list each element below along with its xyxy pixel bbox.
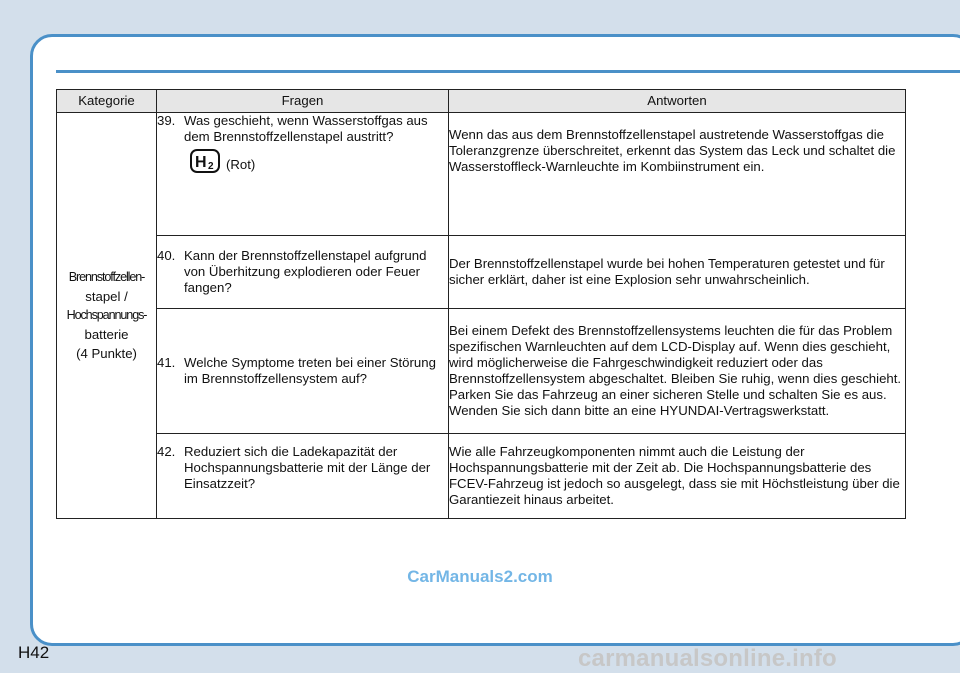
- answer-cell: Der Brennstoffzellenstapel wurde bei hohen Temperaturen getestet und für sicher erklärt, daher ist eine Explosion sehr unwahrscheinlich.: [449, 236, 906, 309]
- table-header-row: [57, 90, 906, 113]
- site-watermark: carmanualsonline.info: [578, 645, 837, 672]
- question-text: Kann der Brennstoffzellenstapel aufgrund von Überhitzung explodieren oder Feuer fangen?: [184, 248, 427, 295]
- header-questions: Fragen: [157, 90, 449, 113]
- table-row: [57, 236, 906, 309]
- table-row: [57, 113, 906, 236]
- carmanuals-watermark: CarManuals2.com: [407, 567, 553, 586]
- question-number: 39.: [157, 113, 176, 128]
- header-category: Kategorie: [57, 90, 157, 113]
- category-cell: [57, 113, 157, 519]
- warning-light-row: [157, 149, 448, 173]
- category-line: batterie: [84, 327, 129, 342]
- svg-text:2: 2: [208, 161, 214, 172]
- table-row: [57, 434, 906, 519]
- answer-cell: Wenn das aus dem Brennstoffzellenstapel austretende Wasserstoffgas die Toleranzgrenze überschreitet, erkennt das System das Leck und schaltet die Wasserstoffleck-Warnleuchte im Kombiinstrument ein.: [449, 113, 906, 236]
- category-points: (4 Punkte): [76, 346, 137, 361]
- question-cell: [157, 309, 449, 434]
- page-number: H42: [18, 643, 50, 662]
- category-line: Brennstoffzellen-: [68, 270, 145, 284]
- table-row: [57, 309, 906, 434]
- question-number: 42.: [157, 444, 176, 459]
- header-answers: Antworten: [449, 90, 906, 113]
- question-cell: [157, 434, 449, 519]
- question-number: 40.: [157, 248, 176, 263]
- faq-table: [56, 89, 906, 519]
- question-text: Welche Symptome treten bei einer Störung im Brennstoffzellensystem auf?: [184, 355, 436, 386]
- hydrogen-leak-warning-icon: [190, 149, 220, 173]
- question-text: Reduziert sich die Ladekapazität der Hochspannungsbatterie mit der Länge der Einsatzzeit?: [184, 444, 431, 491]
- question-text: Was geschieht, wenn Wasserstoffgas aus dem Brennstoffzellenstapel austritt?: [184, 113, 428, 144]
- category-line: stapel /: [85, 289, 128, 304]
- question-number: 41.: [157, 355, 176, 370]
- answer-cell: Wie alle Fahrzeugkomponenten nimmt auch die Leistung der Hochspannungsbatterie mit der Zeit ab. Die Hochspannungsbatterie des FCEV-Fahrzeug ist jedoch so ausgelegt, dass sie mit Höchstleistung über die Garantiezeit hinaus arbeitet.: [449, 434, 906, 519]
- answer-cell: Bei einem Defekt des Brennstoffzellensystems leuchten die für das Problem spezifischen Warnleuchten auf dem LCD-Display auf. Wenn dies geschieht, wird möglicherweise die Fahrgeschwindigkeit reduziert oder das Brennstoffzellensystem abgeschaltet. Bleiben Sie ruhig, wenn dies geschieht. Parken Sie das Fahrzeug an einer sicheren Stelle und schalten Sie es aus. Wenden Sie sich dann bitte an eine HYUNDAI-Vertragswerkstatt.: [449, 309, 906, 434]
- question-cell: [157, 236, 449, 309]
- top-rule: [56, 70, 960, 73]
- warning-light-color: (Rot): [226, 157, 256, 172]
- svg-text:H: H: [195, 154, 207, 171]
- category-line: Hochspannungs-: [66, 308, 147, 322]
- question-cell: [157, 113, 449, 236]
